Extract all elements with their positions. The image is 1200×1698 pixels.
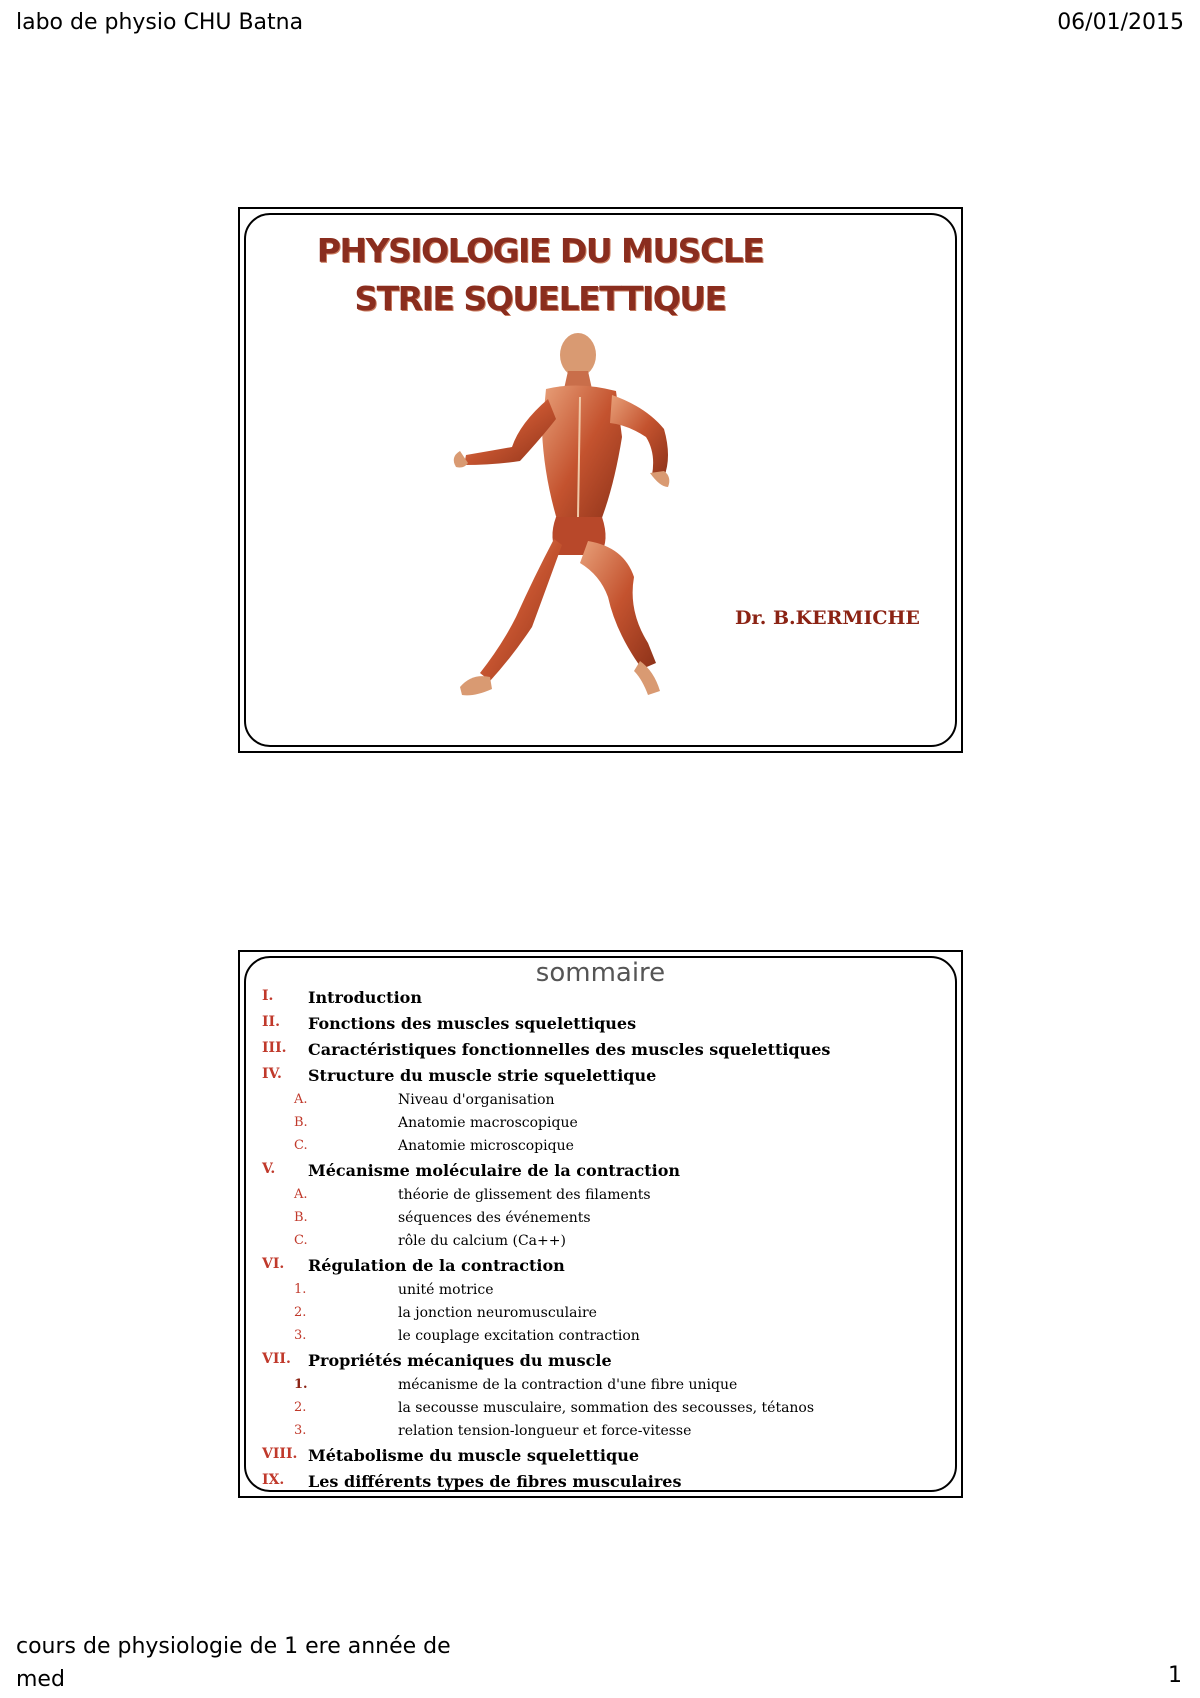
toc-number: 1. [294,1377,308,1392]
toc-subsection [262,1305,951,1328]
summary-title: sommaire [535,958,666,988]
toc-label: Régulation de la contraction [308,1256,565,1275]
toc-number: A. [294,1092,308,1107]
toc-section [262,1446,951,1472]
toc-number: VII. [262,1351,291,1367]
toc-number: B. [294,1210,308,1225]
toc-subsection [262,1233,951,1256]
toc-number: II. [262,1014,280,1030]
toc-label: Caractéristiques fonctionnelles des muscles squelettiques [308,1040,831,1059]
toc-number: 2. [294,1400,307,1415]
toc-label: Anatomie macroscopique [398,1115,578,1131]
toc-number: VI. [262,1256,285,1272]
toc-number: 2. [294,1305,307,1320]
toc-label: la jonction neuromusculaire [398,1305,597,1321]
toc-subsection [262,1187,951,1210]
toc-label: Anatomie microscopique [398,1138,574,1154]
toc-number: V. [262,1161,276,1177]
toc-section [262,988,951,1014]
page-number: 1 [1168,1663,1182,1688]
header-course-lab: labo de physio CHU Batna [16,10,304,35]
toc-subsection [262,1092,951,1115]
toc-number: A. [294,1187,308,1202]
toc-subsection [262,1282,951,1305]
toc-subsection [262,1138,951,1161]
toc-subsection [262,1115,951,1138]
toc-number: 3. [294,1328,307,1343]
toc-number: III. [262,1040,287,1056]
slide-author: Dr. B.KERMICHE [735,607,920,629]
toc-label: Structure du muscle strie squelettique [308,1066,657,1085]
summary-slide [238,950,963,1498]
toc-number: I. [262,988,274,1004]
toc-number: 1. [294,1282,307,1297]
toc-number: C. [294,1138,308,1153]
toc-section [262,1161,951,1187]
toc-label: le couplage excitation contraction [398,1328,640,1344]
toc-label: relation tension-longueur et force-vitesse [398,1423,692,1439]
toc-section [262,1014,951,1040]
toc-section [262,1066,951,1092]
toc-number: B. [294,1115,308,1130]
toc-number: 3. [294,1423,307,1438]
toc-label: unité motrice [398,1282,494,1298]
toc-number: C. [294,1233,308,1248]
toc-subsection [262,1423,951,1446]
toc-number: IV. [262,1066,282,1082]
toc-number: IX. [262,1472,285,1488]
toc-label: la secousse musculaire, sommation des secousses, tétanos [398,1400,815,1416]
table-of-contents [262,988,951,1498]
toc-subsection [262,1328,951,1351]
toc-label: mécanisme de la contraction d'une fibre unique [398,1377,738,1393]
toc-section [262,1256,951,1282]
toc-number: VIII. [262,1446,298,1462]
toc-label: Mécanisme moléculaire de la contraction [308,1161,681,1180]
title-slide [238,207,963,753]
toc-label: Introduction [308,988,422,1007]
running-muscle-figure-icon [450,327,710,727]
toc-label: Les différents types de fibres musculaires [308,1472,682,1491]
slide-title [310,227,770,323]
toc-label: théorie de glissement des filaments [398,1187,651,1203]
toc-label: Niveau d'organisation [398,1092,555,1108]
toc-label: Métabolisme du muscle squelettique [308,1446,640,1465]
toc-label: rôle du calcium (Ca++) [398,1233,566,1249]
toc-label: Fonctions des muscles squelettiques [308,1014,637,1033]
toc-section [262,1351,951,1377]
toc-section [262,1472,951,1498]
slide-title-line-2: STRIE SQUELETTIQUE [354,279,726,318]
footer-course-title: cours de physiologie de 1 ere année de med [16,1634,451,1692]
toc-subsection [262,1400,951,1423]
toc-subsection [262,1210,951,1233]
toc-label: séquences des événements [398,1210,591,1226]
toc-label: Propriétés mécaniques du muscle [308,1351,612,1370]
header-date: 06/01/2015 [1057,10,1184,35]
toc-section [262,1040,951,1066]
toc-subsection [262,1377,951,1400]
slide-title-line-1: PHYSIOLOGIE DU MUSCLE [316,231,764,270]
